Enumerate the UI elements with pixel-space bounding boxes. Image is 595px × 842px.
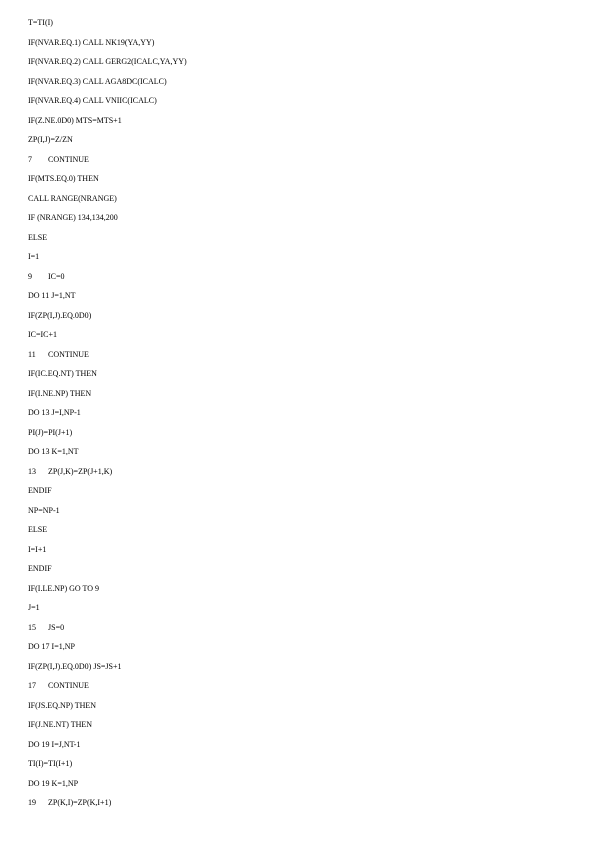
statement-text: JS=0	[48, 622, 65, 632]
code-line	[28, 466, 187, 486]
code-line	[28, 622, 187, 642]
code-line	[28, 427, 187, 447]
statement-text: IF(IC.EQ.NT) THEN	[28, 369, 97, 378]
statement-text: IF(ZP(I,J).EQ.0D0)	[28, 310, 92, 320]
code-line	[28, 641, 187, 661]
statement-text: DO 13 J=I,NP-1	[28, 408, 81, 417]
code-line	[28, 154, 187, 174]
code-line	[28, 368, 187, 388]
statement-text: CONTINUE	[48, 349, 89, 359]
code-line	[28, 17, 187, 37]
code-line	[28, 797, 187, 817]
statement-text: IF(NVAR.EQ.2) CALL GERG2(ICALC,YA,YY)	[28, 57, 187, 66]
statement-text: IF(I.LE.NP) GO TO 9	[28, 583, 100, 593]
code-line	[28, 524, 187, 544]
code-line	[28, 485, 187, 505]
statement-label: 15	[28, 622, 36, 632]
code-line	[28, 700, 187, 720]
statement-text: DO 13 K=1,NT	[28, 447, 79, 456]
statement-label: 19	[28, 798, 36, 807]
code-line	[28, 778, 187, 798]
code-line	[28, 173, 187, 193]
code-line	[28, 407, 187, 427]
statement-text: ELSE	[28, 525, 48, 534]
statement-text: IF (NRANGE) 134,134,200	[28, 213, 118, 222]
code-line	[28, 232, 187, 252]
statement-text: I=1	[28, 252, 40, 261]
statement-text: IF(NVAR.EQ.3) CALL AGA8DC(ICALC)	[28, 76, 167, 86]
code-line	[28, 271, 187, 291]
statement-text: IF(ZP(I,J).EQ.0D0) JS=JS+1	[28, 661, 122, 671]
statement-text: J=1	[28, 603, 40, 612]
code-line	[28, 602, 187, 622]
statement-text: I=I+1	[28, 544, 47, 554]
statement-text: NP=NP-1	[28, 505, 60, 515]
code-line	[28, 680, 187, 700]
statement-text: ENDIF	[28, 486, 52, 495]
statement-text: IF(JS.EQ.NP) THEN	[28, 700, 97, 710]
code-line	[28, 37, 187, 57]
code-line	[28, 563, 187, 583]
statement-text: IF(Z.NE.0D0) MTS=MTS+1	[28, 115, 122, 125]
statement-label: 13	[28, 466, 36, 476]
code-line	[28, 758, 187, 778]
statement-text: IF(NVAR.EQ.1) CALL NK19(YA,YY)	[28, 37, 155, 47]
statement-text: IF(NVAR.EQ.4) CALL VNIIC(ICALC)	[28, 96, 157, 105]
code-line	[28, 388, 187, 408]
statement-text: ENDIF	[28, 564, 52, 573]
statement-text: DO 19 K=1,NP	[28, 778, 79, 788]
statement-label: 11	[28, 349, 36, 359]
statement-label: 17	[28, 681, 36, 690]
code-line	[28, 661, 187, 681]
statement-text: IF(MTS.EQ.0) THEN	[28, 174, 99, 183]
statement-text: DO 11 J=1,NT	[28, 291, 76, 300]
code-line	[28, 251, 187, 271]
statement-text: CALL RANGE(NRANGE)	[28, 193, 117, 203]
statement-text: IF(I.NE.NP) THEN	[28, 388, 92, 398]
code-line	[28, 76, 187, 96]
code-line	[28, 544, 187, 564]
statement-text: TI(I)=TI(I+1)	[28, 759, 73, 768]
code-line	[28, 310, 187, 330]
statement-text: DO 17 I=1,NP	[28, 642, 75, 651]
code-line	[28, 115, 187, 135]
statement-text: IF(J.NE.NT) THEN	[28, 720, 93, 729]
code-line	[28, 583, 187, 603]
statement-text: CONTINUE	[48, 681, 89, 690]
statement-text: ZP(I,J)=Z/ZN	[28, 135, 73, 144]
code-line	[28, 95, 187, 115]
code-line	[28, 193, 187, 213]
statement-label: 7	[28, 154, 32, 164]
code-line	[28, 349, 187, 369]
code-line	[28, 329, 187, 349]
statement-label: 9	[28, 271, 32, 281]
code-line	[28, 290, 187, 310]
statement-text: ELSE	[28, 232, 48, 242]
code-line	[28, 505, 187, 525]
statement-text: T=TI(I)	[28, 18, 53, 27]
code-line	[28, 134, 187, 154]
statement-text: IC=IC+1	[28, 330, 58, 339]
code-listing	[28, 17, 187, 817]
statement-text: CONTINUE	[48, 154, 89, 164]
statement-text: DO 19 I=J,NT-1	[28, 739, 81, 749]
statement-text: PI(J)=PI(J+1)	[28, 427, 73, 437]
statement-text: ZP(J,K)=ZP(J+1,K)	[48, 466, 113, 476]
code-line	[28, 719, 187, 739]
code-line	[28, 446, 187, 466]
statement-text: ZP(K,I)=ZP(K,I+1)	[48, 798, 112, 807]
code-line	[28, 739, 187, 759]
code-line	[28, 56, 187, 76]
code-line	[28, 212, 187, 232]
statement-text: IC=0	[48, 271, 65, 281]
